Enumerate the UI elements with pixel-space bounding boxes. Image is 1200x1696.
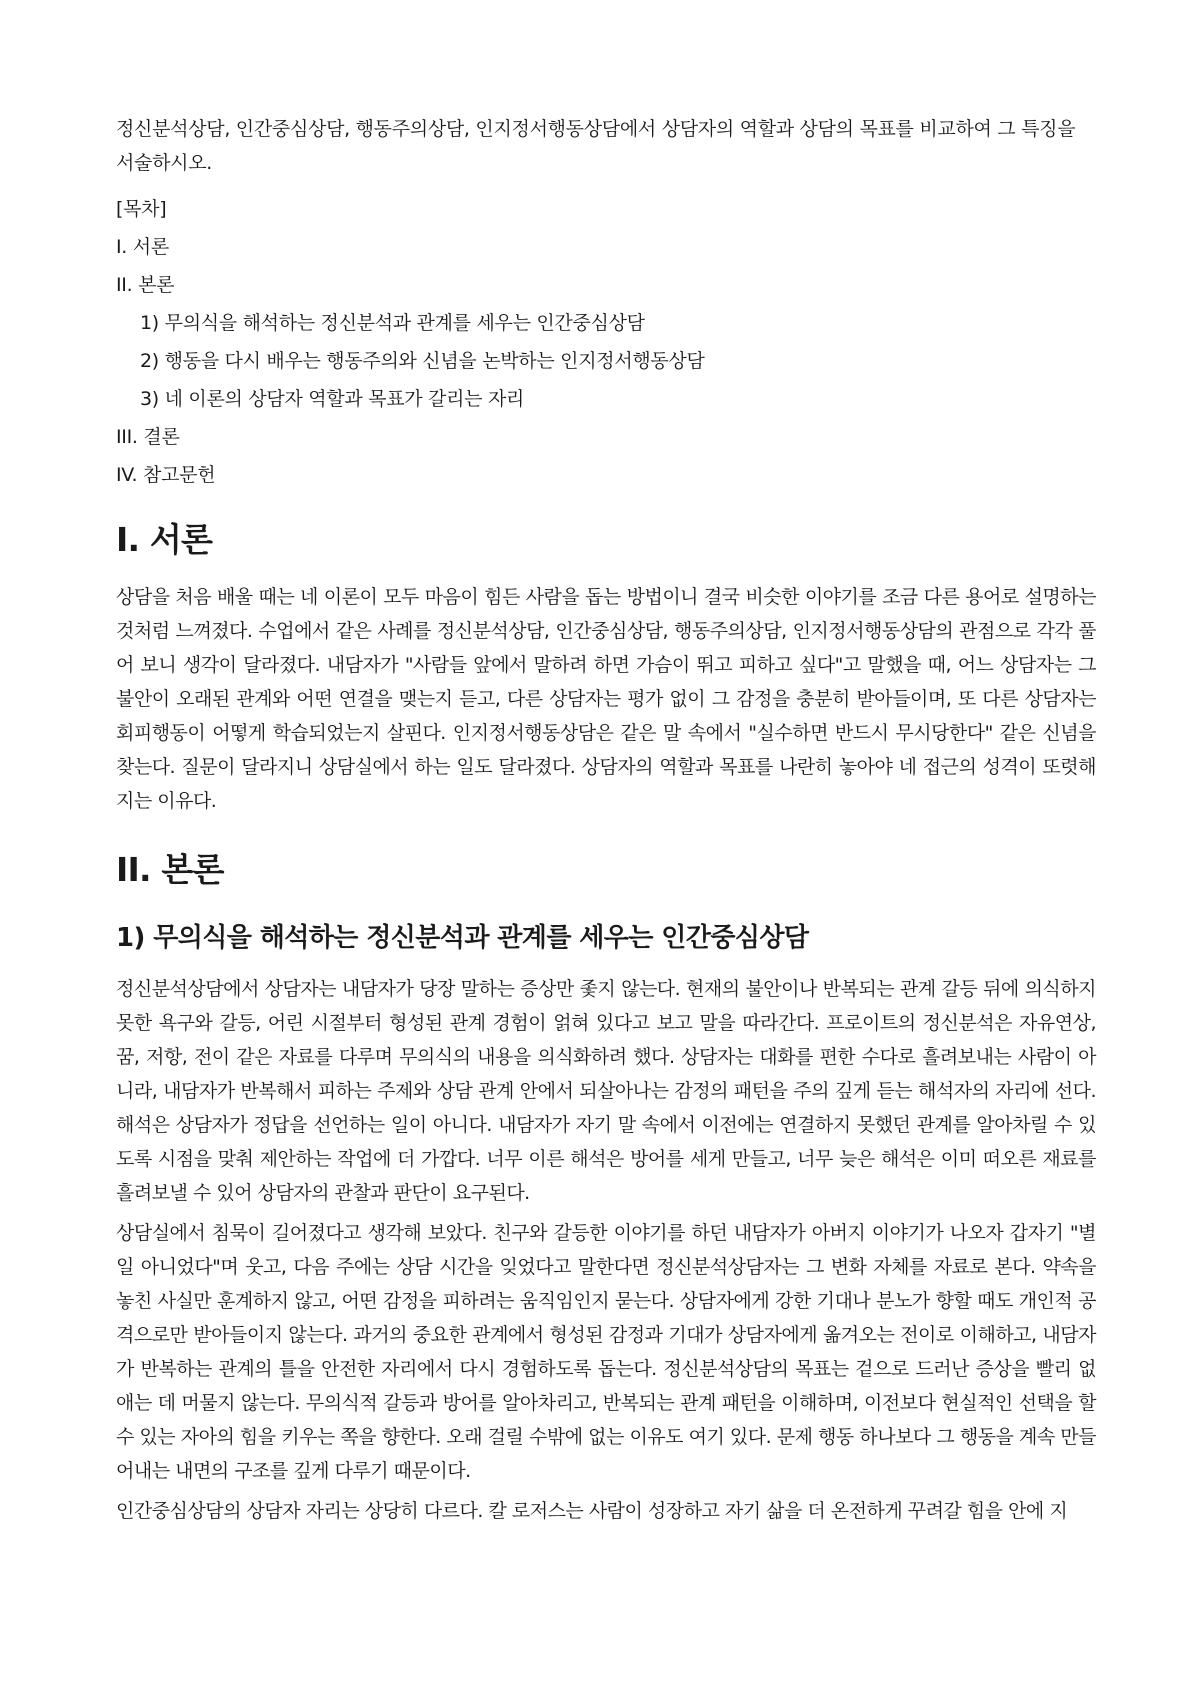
toc-item: I. 서론 [116, 236, 169, 258]
toc-title: [목차] [116, 198, 167, 220]
toc-list [116, 234, 1096, 488]
toc-item: IV. 참고문헌 [116, 464, 216, 486]
body-paragraph: 인간중심상담의 상담자 자리는 상당히 다르다. 칼 로저스는 사람이 성장하고 자기 삶을 더 온전하게 꾸려갈 힘을 안에 지 [116, 1500, 1068, 1522]
subsection-heading-1: 1) 무의식을 해석하는 정신분석과 관계를 세우는 인간중심상담 [116, 923, 809, 953]
table-of-contents [116, 196, 1096, 488]
assignment-question: 정신분석상담, 인간중심상담, 행동주의상담, 인지정서행동상담에서 상담자의 역할과 상담의 목표를 비교하여 그 특징을 서술하시오. [116, 118, 1076, 174]
toc-subitem: 2) 행동을 다시 배우는 행동주의와 신념을 논박하는 인지정서행동상담 [140, 350, 705, 372]
toc-item: II. 본론 [116, 274, 175, 296]
body-paragraph: 상담실에서 침묵이 길어졌다고 생각해 보았다. 친구와 갈등한 이야기를 하던 내담자가 아버지 이야기가 나오자 갑자기 "별일 아니었다"며 웃고, 다음 주에는 상담 시간을 잊었다고 말한다면 정신분석상담자는 그 변화 자체를 자료로 본다. 약속을 놓친 사실만 훈계하지 않고, 어떤 감정을 피하려는 움직임인지 묻는다. 상담자에게 강한 기대나 분노가 향할 때도 개인적 공격으로만 받아들이지 않는다. 과거의 중요한 관계에서 형성된 감정과 기대가 상담자에게 옮겨오는 전이로 이해하고, 내담자가 반복하는 관계의 틀을 안전한 자리에서 다시 경험하도록 돕는다. 정신분석상담의 목표는 겉으로 드러난 증상을 빨리 없애는 데 머물지 않는다. 무의식적 갈등과 방어를 알아차리고, 반복되는 관계 패턴을 이해하며, 이전보다 현실적인 선택을 할 수 있는 자아의 힘을 키우는 쪽을 향한다. 오래 걸릴 수밖에 없는 이유도 여기 있다. 문제 행동 하나보다 그 행동을 계속 만들어내는 내면의 구조를 깊게 다루기 때문이다. [116, 1222, 1096, 1482]
intro-paragraph: 상담을 처음 배울 때는 네 이론이 모두 마음이 힘든 사람을 돕는 방법이니 결국 비슷한 이야기를 조금 다른 용어로 설명하는 것처럼 느껴졌다. 수업에서 같은 사례를 정신분석상담, 인간중심상담, 행동주의상담, 인지정서행동상담의 관점으로 각각 풀어 보니 생각이 달라졌다. 내담자가 "사람들 앞에서 말하려 하면 가슴이 뛰고 피하고 싶다"고 말했을 때, 어느 상담자는 그 불안이 오래된 관계와 어떤 연결을 맺는지 듣고, 다른 상담자는 평가 없이 그 감정을 충분히 받아들이며, 또 다른 상담자는 회피행동이 어떻게 학습되었는지 살핀다. 인지정서행동상담은 같은 말 속에서 "실수하면 반드시 무시당한다" 같은 신념을 찾는다. 질문이 달라지니 상담실에서 하는 일도 달라졌다. 상담자의 역할과 목표를 나란히 놓아야 네 접근의 성격이 또렷해지는 이유다. [116, 586, 1096, 812]
toc-subitem: 3) 네 이론의 상담자 역할과 목표가 갈리는 자리 [140, 388, 525, 410]
body-paragraph: 정신분석상담에서 상담자는 내담자가 당장 말하는 증상만 좇지 않는다. 현재의 불안이나 반복되는 관계 갈등 뒤에 의식하지 못한 욕구와 갈등, 어린 시절부터 형성된 관계 경험이 얽혀 있다고 보고 말을 따라간다. 프로이트의 정신분석은 자유연상, 꿈, 저항, 전이 같은 자료를 다루며 무의식의 내용을 의식화하려 했다. 상담자는 대화를 편한 수다로 흘려보내는 사람이 아니라, 내담자가 반복해서 피하는 주제와 상담 관계 안에서 되살아나는 감정의 패턴을 주의 깊게 듣는 해석자의 자리에 선다. 해석은 상담자가 정답을 선언하는 일이 아니다. 내담자가 자기 말 속에서 이전에는 연결하지 못했던 관계를 알아차릴 수 있도록 시점을 맞춰 제안하는 작업에 더 가깝다. 너무 이른 해석은 방어를 세게 만들고, 너무 늦은 해석은 이미 떠오른 재료를 흘려보낼 수 있어 상담자의 관찰과 판단이 요구된다. [116, 978, 1096, 1204]
toc-subitem: 1) 무의식을 해석하는 정신분석과 관계를 세우는 인간중심상담 [140, 312, 645, 334]
section-heading-intro: I. 서론 [116, 520, 213, 559]
toc-item: III. 결론 [116, 426, 180, 448]
section-heading-body: II. 본론 [116, 850, 224, 889]
